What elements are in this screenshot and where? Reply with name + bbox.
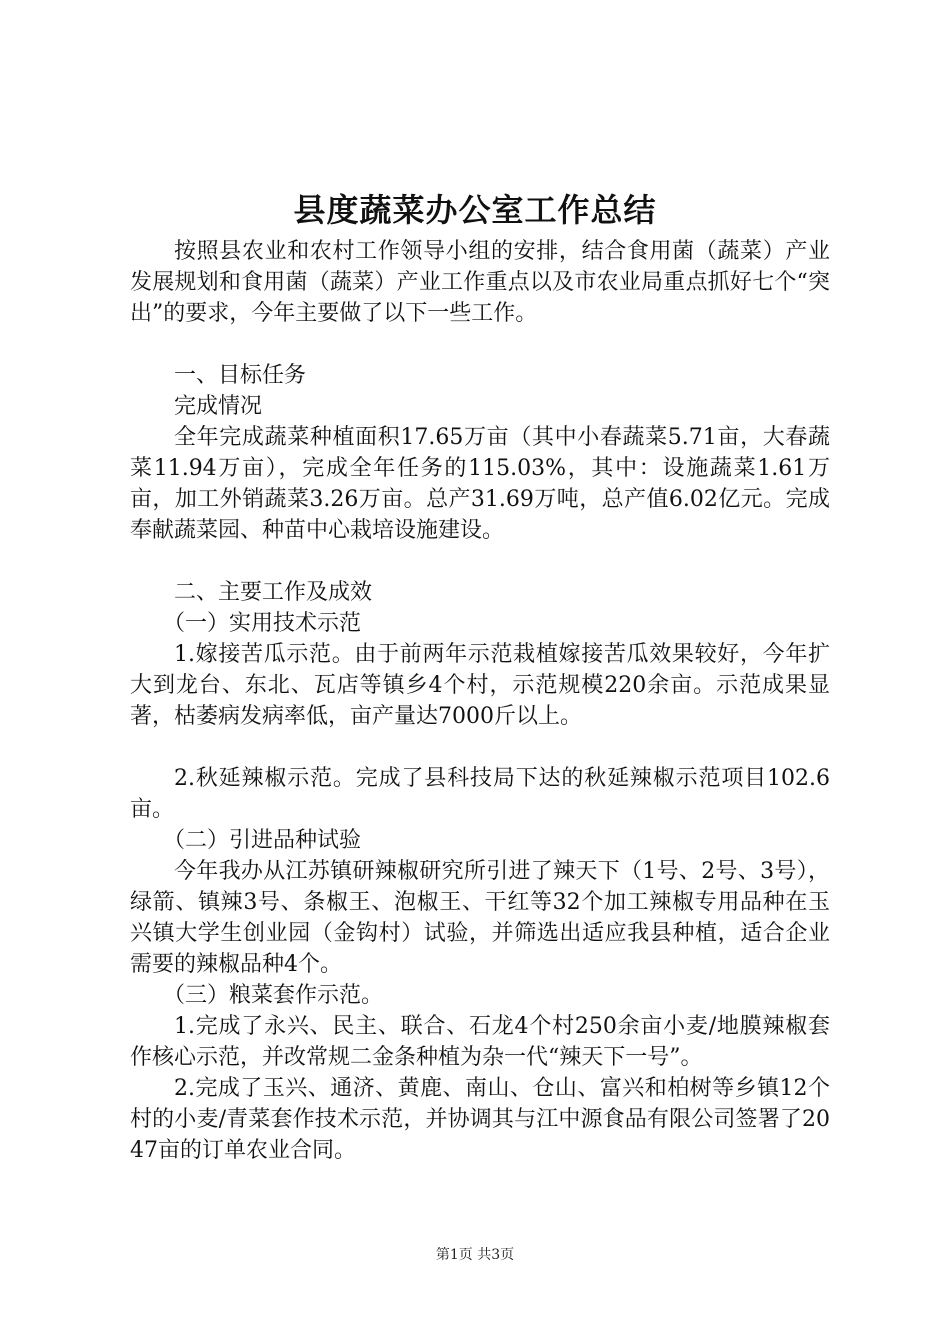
section2-sub3-item2: 2.完成了玉兴、通济、黄鹿、南山、仓山、富兴和柏树等乡镇12个村的小麦/青菜套作技术示范，并协调其与江中源食品有限公司签署了2047亩的订单农业合同。: [130, 1076, 830, 1163]
section1-paragraph: 全年完成蔬菜种植面积17.65万亩（其中小春蔬菜5.71亩，大春蔬菜11.94万亩），完成全年任务的115.03%，其中：设施蔬菜1.61万亩，加工外销蔬菜3.26万亩。总产31.69万吨，总产值6.02亿元。完成奉献蔬菜园、种苗中心栽培设施建设。: [130, 425, 830, 543]
document-title: 县度蔬菜办公室工作总结: [293, 191, 657, 229]
section1-heading: 一、目标任务: [174, 363, 307, 388]
paragraph-gap: [130, 546, 830, 577]
section1-subheading: 完成情况: [174, 394, 263, 419]
intro-paragraph: 按照县农业和农村工作领导小组的安排，结合食用菌（蔬菜）产业发展规划和食用菌（蔬菜）产业工作重点以及市农业局重点抓好七个“突出”的要求，今年主要做了以下一些工作。: [130, 239, 830, 326]
section2-sub2-paragraph: 今年我办从江苏镇研辣椒研究所引进了辣天下（1号、2号、3号），绿箭、镇辣3号、条椒王、泡椒王、干红等32个加工辣椒专用品种在玉兴镇大学生创业园（金钩村）试验，并筛选出适应我县种植，适合企业需要的辣椒品种4个。: [130, 859, 830, 977]
section2-sub2-heading: （二）引进品种试验: [163, 828, 362, 853]
section2-sub3-item1: 1.完成了永兴、民主、联合、石龙4个村250余亩小麦/地膜辣椒套作核心示范，并改常规二金条种植为杂一代“辣天下一号”。: [130, 1014, 830, 1070]
section2-sub1-heading: （一）实用技术示范: [163, 611, 362, 636]
page-footer: 第1页 共3页: [435, 1247, 515, 1263]
paragraph-gap: [130, 732, 830, 763]
section2-sub1-item1: 1.嫁接苦瓜示范。由于前两年示范栽植嫁接苦瓜效果较好，今年扩大到龙台、东北、瓦店等镇乡4个村，示范规模220余亩。示范成果显著，枯萎病发病率低，亩产量达7000斤以上。: [130, 642, 830, 729]
section2-sub1-item2: 2.秋延辣椒示范。完成了县科技局下达的秋延辣椒示范项目102.6亩。: [130, 766, 830, 822]
document-body: [130, 236, 830, 1166]
paragraph-gap: [130, 329, 830, 360]
section2-heading: 二、主要工作及成效: [174, 580, 373, 605]
section2-sub3-heading: （三）粮菜套作示范。: [163, 983, 384, 1008]
